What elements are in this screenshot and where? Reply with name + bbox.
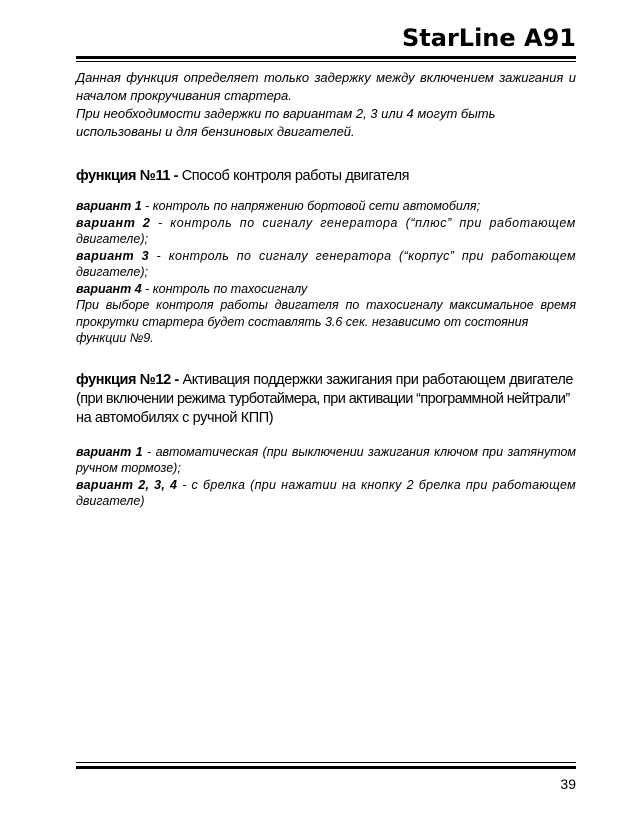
variant-text: - контроль по напряжению бортовой сети автомобиля; bbox=[141, 199, 481, 213]
function-11-variants bbox=[76, 198, 576, 347]
footer-rule-thin bbox=[76, 762, 576, 763]
intro-line: При необходимости задержки по вариантам 2, 3 или 4 могут быть bbox=[76, 106, 496, 121]
function-12-line bbox=[76, 371, 576, 390]
variant-continuation: двигателе); bbox=[76, 265, 148, 279]
variant-text: - контроль по сигналу генератора (“корпус” при работающем bbox=[148, 248, 576, 263]
function-12-line: (при включении режима турботаймера, при активации “программной нейтрали” bbox=[76, 390, 570, 407]
variant-label: вариант 3 bbox=[76, 248, 149, 263]
function-12-number: функция №12 - bbox=[76, 371, 179, 388]
intro-line: началом прокручивания стартера. bbox=[76, 88, 292, 103]
function-11-number: функция №11 - bbox=[76, 168, 179, 184]
intro-paragraph bbox=[76, 69, 576, 141]
variant-text: - контроль по сигналу генератора (“плюс” при работающем bbox=[150, 215, 576, 230]
function-11-heading bbox=[76, 167, 576, 186]
variant-label: вариант 1 bbox=[76, 199, 142, 213]
footer-rule-thick bbox=[76, 766, 576, 769]
header-rule-thin bbox=[76, 61, 576, 62]
variant-text: - автоматическая (при выключении зажигания ключом при затянутом bbox=[142, 444, 576, 459]
variant-item bbox=[76, 281, 576, 298]
function-12-variants bbox=[76, 444, 576, 510]
note-line: функции №9. bbox=[76, 331, 154, 345]
variant-text: - с брелка (при нажатии на кнопку 2 брелка при работающем bbox=[177, 477, 576, 492]
note-line: прокрутки стартера будет составлять 3.6 сек. независимо от состояния bbox=[76, 314, 529, 329]
header-rule-thick bbox=[76, 56, 576, 59]
variant-text: - контроль по тахосигналу bbox=[141, 281, 308, 296]
page-number: 39 bbox=[560, 776, 576, 792]
variant-item bbox=[76, 477, 576, 494]
variant-item bbox=[76, 215, 576, 232]
variant-label: вариант 2 bbox=[76, 215, 151, 230]
variant-label: вариант 4 bbox=[76, 281, 142, 296]
variant-item bbox=[76, 198, 576, 215]
page-content bbox=[76, 66, 576, 510]
intro-line: использованы и для бензиновых двигателей. bbox=[76, 124, 355, 139]
variant-continuation: двигателе) bbox=[76, 494, 145, 508]
function-12-title: Активация поддержки зажигания при работающем двигателе bbox=[182, 371, 574, 388]
function-12-heading bbox=[76, 371, 576, 428]
variant-continuation: ручном тормозе); bbox=[76, 461, 181, 475]
header-title: StarLine A91 bbox=[402, 24, 576, 52]
note-line: При выборе контроля работы двигателя по тахосигналу максимальное время bbox=[76, 298, 576, 312]
variant-item bbox=[76, 444, 576, 461]
intro-line: Данная функция определяет только задержку между включением зажигания и bbox=[76, 70, 576, 85]
variant-label: вариант 1 bbox=[76, 444, 143, 459]
variant-continuation: двигателе); bbox=[76, 232, 148, 246]
function-12-line: на автомобилях с ручной КПП) bbox=[76, 409, 274, 426]
variant-item bbox=[76, 248, 576, 265]
function-11-title: Способ контроля работы двигателя bbox=[181, 168, 410, 184]
variant-label: вариант 2, 3, 4 bbox=[76, 477, 178, 492]
